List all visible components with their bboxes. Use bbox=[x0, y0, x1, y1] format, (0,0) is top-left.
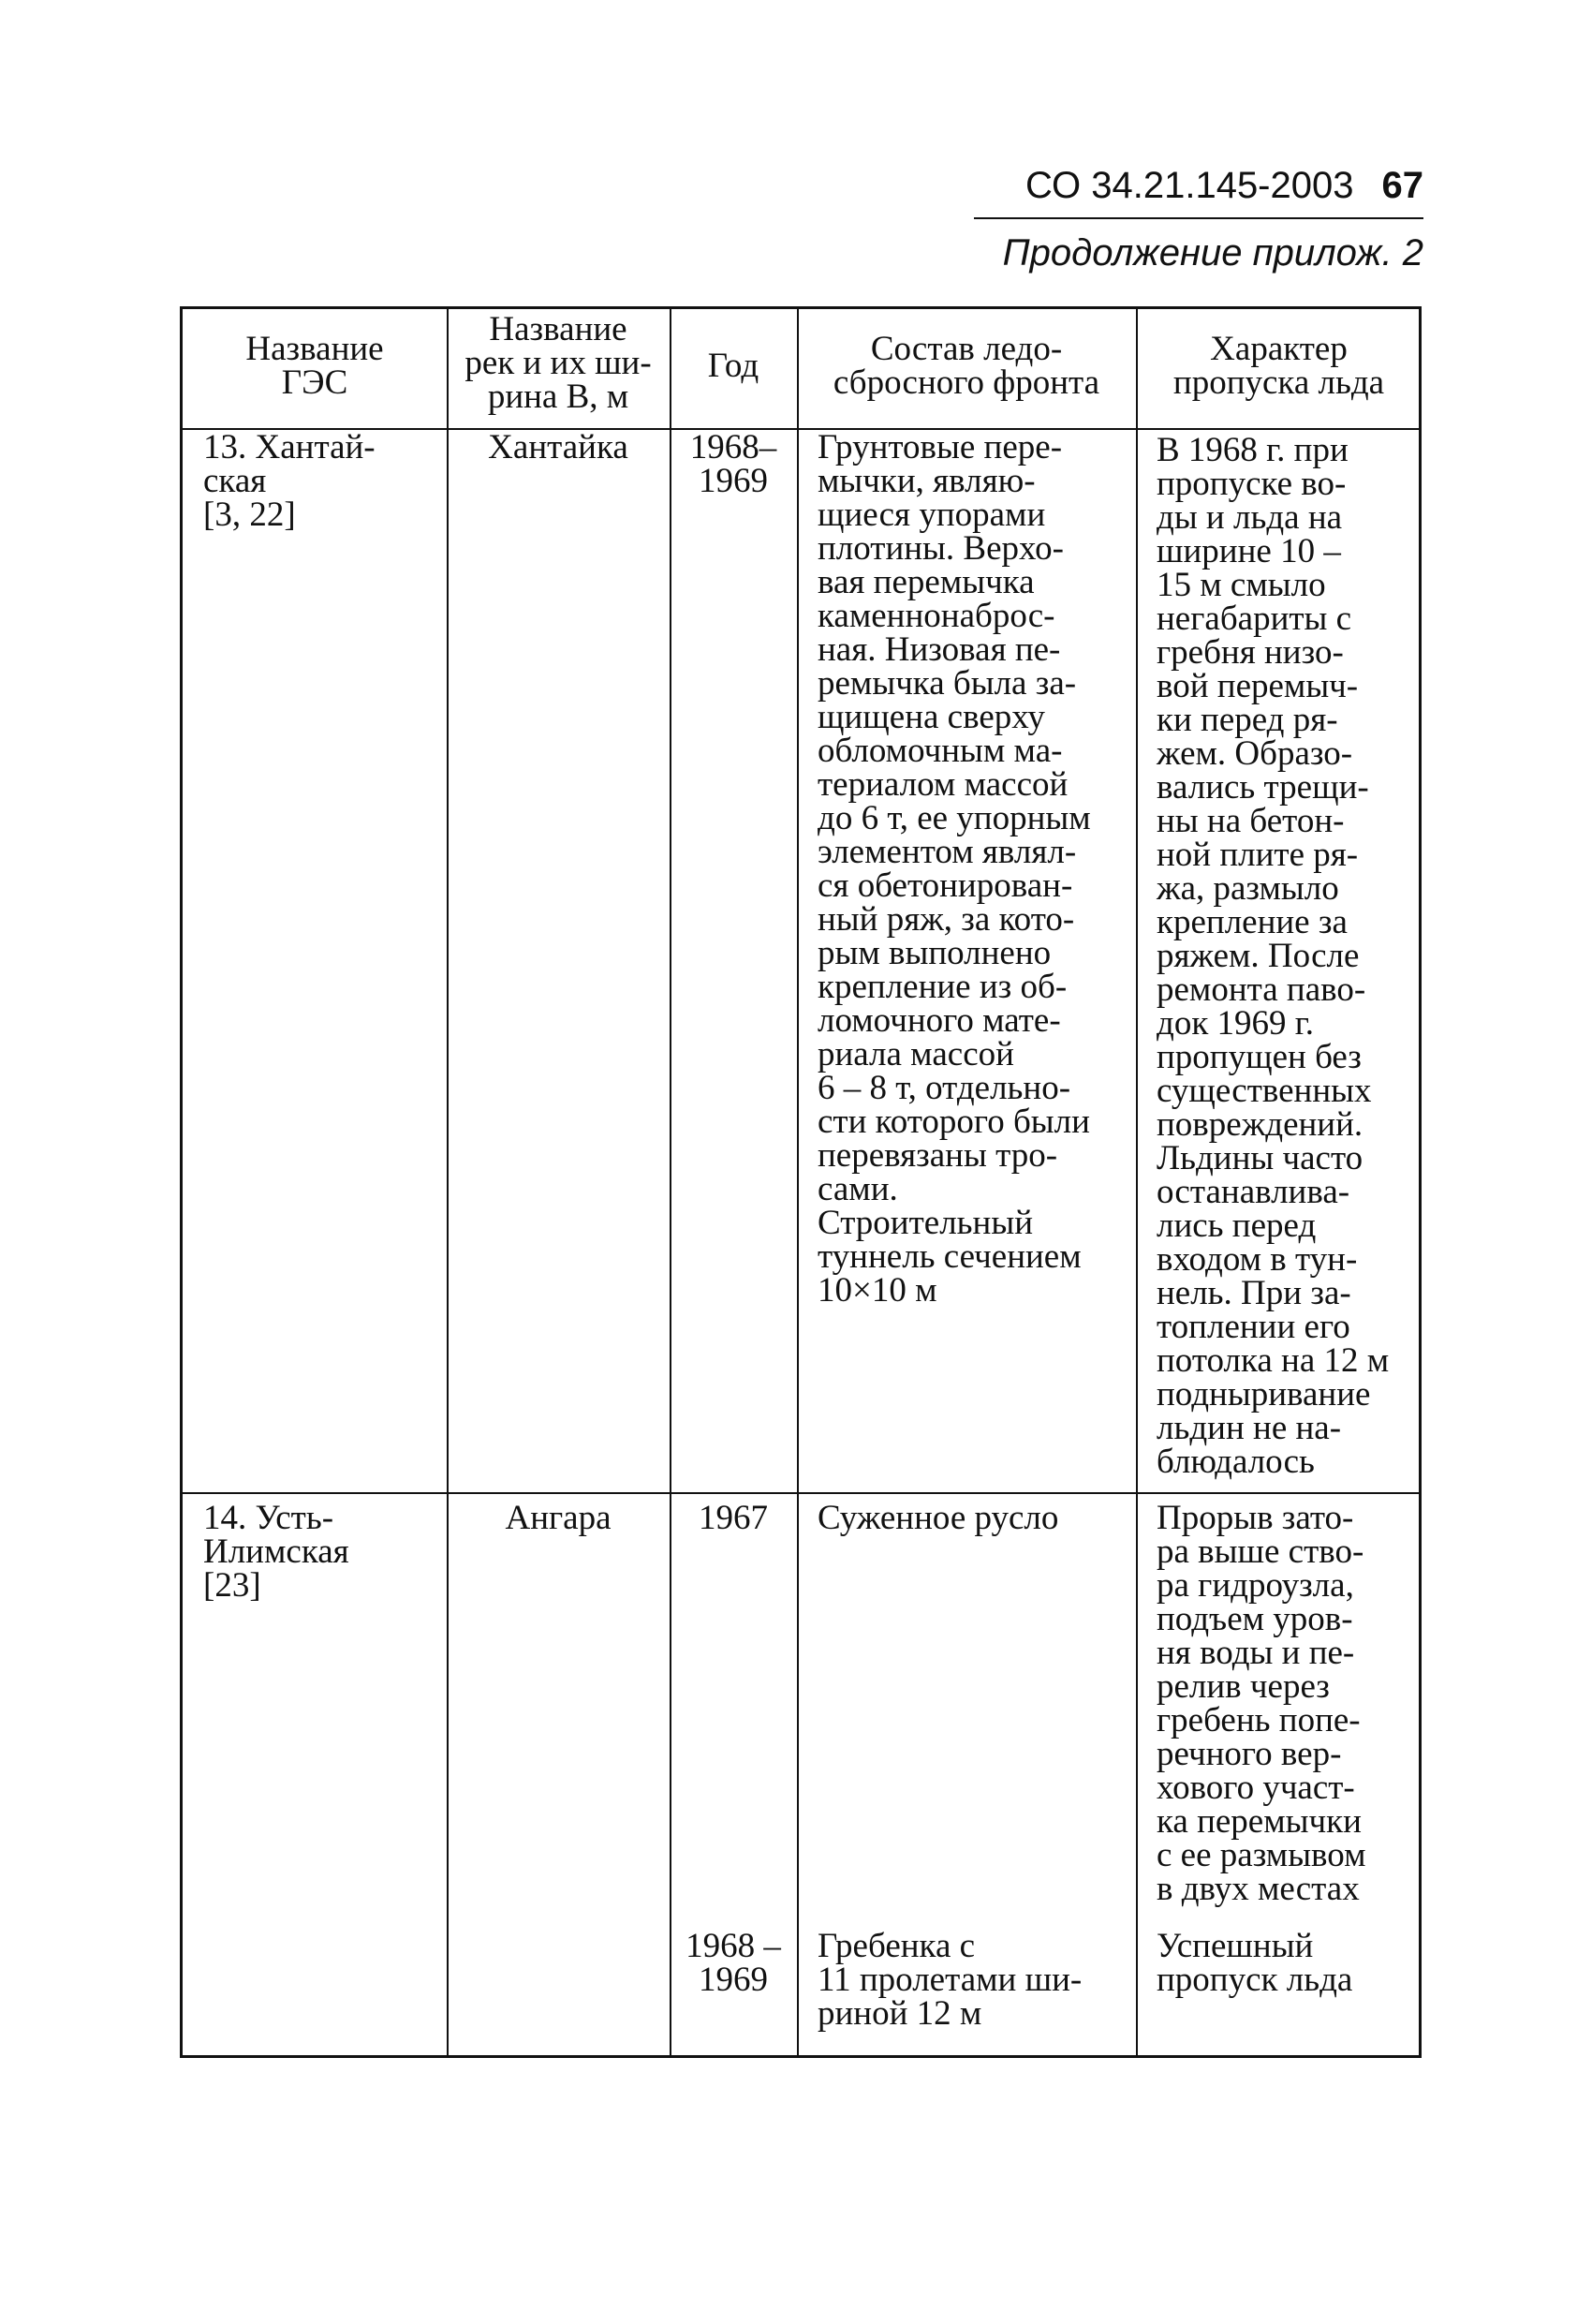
ice-passage-description: В 1968 г. при пропуске во- ды и льда на ширине 10 – 15 м смыло негабариты с гребня низо- вой перемыч- ки перед ря- жем. Образо- вались трещи- ны на бетон- ной плите ря- жа, размыло крепление за ряжем. После ремонта паво- док 1969 г. пропущен без существенных повреждений. Льдины часто останавлива- лись перед входом в тун- нель. При за- топлении его потолка на 12 м подныривание льдин не на- блюдалось bbox=[1157, 431, 1390, 1481]
column-divider bbox=[1136, 309, 1138, 2055]
ice-front-composition: Гребенка с 11 пролетами ши- риной 12 м bbox=[818, 1927, 1083, 2033]
data-table bbox=[180, 306, 1422, 2058]
river-name: Хантайка bbox=[488, 428, 628, 466]
river-name: Ангара bbox=[505, 1499, 612, 1537]
header-station-name: Название ГЭС bbox=[245, 330, 384, 402]
station-name: 14. Усть- Илимская [23] bbox=[203, 1499, 349, 1605]
ice-passage-description: Успешный пропуск льда bbox=[1157, 1927, 1353, 1999]
station-name: 13. Хантай- ская [3, 22] bbox=[203, 428, 376, 534]
column-divider bbox=[670, 309, 671, 2055]
ice-passage-description: Прорыв зато- ра выше ство- ра гидроузла, подъем уров- ня воды и пе- релив через гребень попе- речного вер- хового участ- ка перемычки с ее размывом в двух местах bbox=[1157, 1499, 1366, 1908]
document-header bbox=[974, 159, 1423, 219]
year: 1968– 1969 bbox=[689, 428, 777, 500]
ice-front-composition: Грунтовые пере- мычки, являю- щиеся упорами плотины. Верхо- вая перемычка каменнонаброс- ная. Низовая пе- ремычка была за- щищена сверху обломочным ма- териалом массой до 6 т, ее упорным элементом являл- ся обетонирован- ный ряж, за кото- рым выполнено крепление из об- ломочного мате- риала массой 6 – 8 т, отдельно- сти которого были перевязаны тро- сами. Строительный туннель сечением 10×10 м bbox=[818, 428, 1091, 1310]
ice-front-composition: Суженное русло bbox=[818, 1499, 1059, 1537]
page-number: 67 bbox=[1381, 165, 1423, 206]
document-code: СО 34.21.145-2003 bbox=[1025, 165, 1354, 206]
header-river-width: Название рек и их ши- рина B, м bbox=[464, 310, 652, 416]
column-divider bbox=[447, 309, 449, 2055]
continuation-title: Продолжение прилож. 2 bbox=[1002, 232, 1423, 274]
row-divider bbox=[183, 1492, 1419, 1494]
column-divider bbox=[797, 309, 799, 2055]
header-ice-passage: Характер пропуска льда bbox=[1172, 330, 1385, 402]
header-ice-front: Состав ледо- сбросного фронта bbox=[833, 330, 1100, 402]
year: 1968 – 1969 bbox=[685, 1927, 781, 1999]
header-year: Год bbox=[707, 347, 759, 385]
year: 1967 bbox=[699, 1499, 768, 1537]
